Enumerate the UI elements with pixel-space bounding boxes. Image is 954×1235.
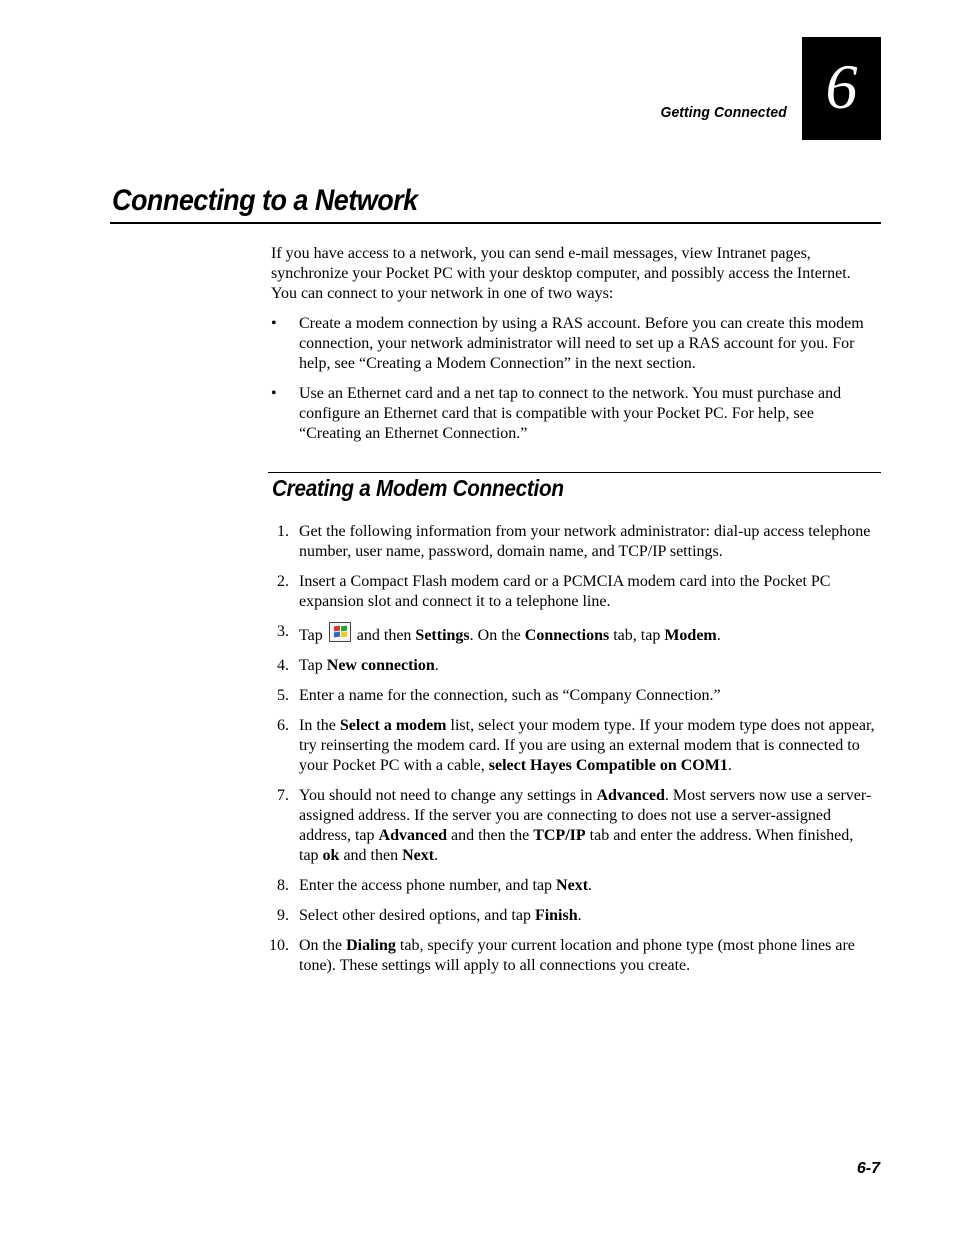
steps-list <box>262 522 876 986</box>
step-bold-term: Next <box>556 877 589 894</box>
step-item <box>262 906 876 926</box>
running-head: Getting Connected <box>660 104 787 121</box>
step-number: 3. <box>277 623 289 640</box>
step-text-part: tab and enter the address. When finished, tap <box>299 827 854 864</box>
step-text-part: . <box>434 657 439 674</box>
bullet-text: Use an Ethernet card and a net tap to connect to the network. You must purchase and configure an Ethernet card that is compatible with your Pocket PC. For help, see “Creating an Ethernet Connection.” <box>299 385 842 442</box>
step-text: Enter a name for the connection, such as “Company Connection.” <box>299 687 721 704</box>
step-item <box>262 786 876 866</box>
step-text-part: . <box>727 757 732 774</box>
step-bold-term: TCP/IP <box>533 827 586 844</box>
step-text-part: On the <box>299 937 347 954</box>
section-rule <box>268 472 881 473</box>
step-text-part: Enter the access phone number, and tap <box>299 877 557 894</box>
step-item <box>262 936 876 976</box>
step-item <box>262 716 876 776</box>
step-number: 6. <box>277 717 289 734</box>
step-number: 9. <box>277 907 289 924</box>
step-text-part: Tap <box>299 627 323 644</box>
step-number: 10. <box>269 937 289 954</box>
bullet-item <box>271 384 876 444</box>
step-bold-term: ok <box>322 847 340 864</box>
step-text-part: In the <box>299 717 340 734</box>
bullet-item <box>271 314 876 374</box>
step-number: 5. <box>277 687 289 704</box>
step-number: 2. <box>277 573 289 590</box>
step-bold-term: select Hayes Compatible on COM1 <box>488 757 728 774</box>
bullet-marker: • <box>271 385 277 402</box>
step-bold-term: Connections <box>524 627 610 644</box>
step-text-part: and then <box>339 847 403 864</box>
step-bold-term: Dialing <box>346 937 396 954</box>
step-item <box>262 656 876 676</box>
step-text-part: list, select your modem type. If your modem type does not appear, try reinserting the modem card. If you are using an external modem that is connected to your Pocket PC with a cable, <box>299 717 875 774</box>
step-item <box>262 522 876 562</box>
step-text-part: and then the <box>446 827 534 844</box>
step-text-part: . <box>577 907 582 924</box>
step-bold-term: Select a modem <box>339 717 447 734</box>
step-bold-term: Advanced <box>596 787 665 804</box>
step-number: 1. <box>277 523 289 540</box>
step-text-part: . <box>716 627 721 644</box>
step-text-part: . <box>434 847 439 864</box>
step-bold-term: Finish <box>534 907 578 924</box>
page-title: Connecting to a Network <box>112 184 418 217</box>
bullet-text: Create a modem connection by using a RAS account. Before you can create this modem connection, your network administrator will need to set up a RAS account for you. For help, see “Creating a Modem Connection” in the next section. <box>299 315 864 372</box>
step-bold-term: Advanced <box>378 827 447 844</box>
step-text-part: and then <box>356 627 416 644</box>
step-text-part: . Most servers now use a server-assigned address. If the server you are connecting to does not use a server-assigned address, tap <box>299 787 872 844</box>
step-text: Get the following information from your network administrator: dial-up access telephone number, user name, password, domain name, and TCP/IP settings. <box>299 523 871 560</box>
step-text-part: tab, specify your current location and phone type (most phone lines are tone). These settings will apply to all connections you create. <box>299 937 855 974</box>
section-title: Creating a Modem Connection <box>272 475 564 501</box>
step-bold-term: Settings <box>415 627 470 644</box>
chapter-number: 6 <box>825 51 858 122</box>
step-text-part: You should not need to change any settings in <box>299 787 597 804</box>
step-bold-term: Modem <box>664 627 717 644</box>
step-text-part: tab, tap <box>609 627 665 644</box>
step-number: 8. <box>277 877 289 894</box>
step-text-part: Tap <box>299 657 327 674</box>
step-item <box>262 572 876 612</box>
step-item <box>262 622 876 646</box>
step-bold-term: Next <box>402 847 435 864</box>
step-number: 7. <box>277 787 289 804</box>
step-text-part: . On the <box>469 627 525 644</box>
step-text-part: Select other desired options, and tap <box>299 907 535 924</box>
step-number: 4. <box>277 657 289 674</box>
step-text-part: . <box>588 877 593 894</box>
page-number: 6-7 <box>856 1160 880 1177</box>
bullet-list <box>271 314 876 454</box>
step-item <box>262 876 876 896</box>
start-menu-icon <box>329 622 351 642</box>
chapter-tab <box>802 37 881 140</box>
intro-paragraph: If you have access to a network, you can send e-mail messages, view Intranet pages, synchronize your Pocket PC with your desktop computer, and possibly access the Internet. You can connect to your network in one of two ways: <box>271 245 851 302</box>
title-rule <box>110 222 881 224</box>
bullet-marker: • <box>271 315 277 332</box>
step-item <box>262 686 876 706</box>
step-text: Insert a Compact Flash modem card or a PCMCIA modem card into the Pocket PC expansion slot and connect it to a telephone line. <box>299 573 831 610</box>
step-bold-term: New connection <box>326 657 435 674</box>
